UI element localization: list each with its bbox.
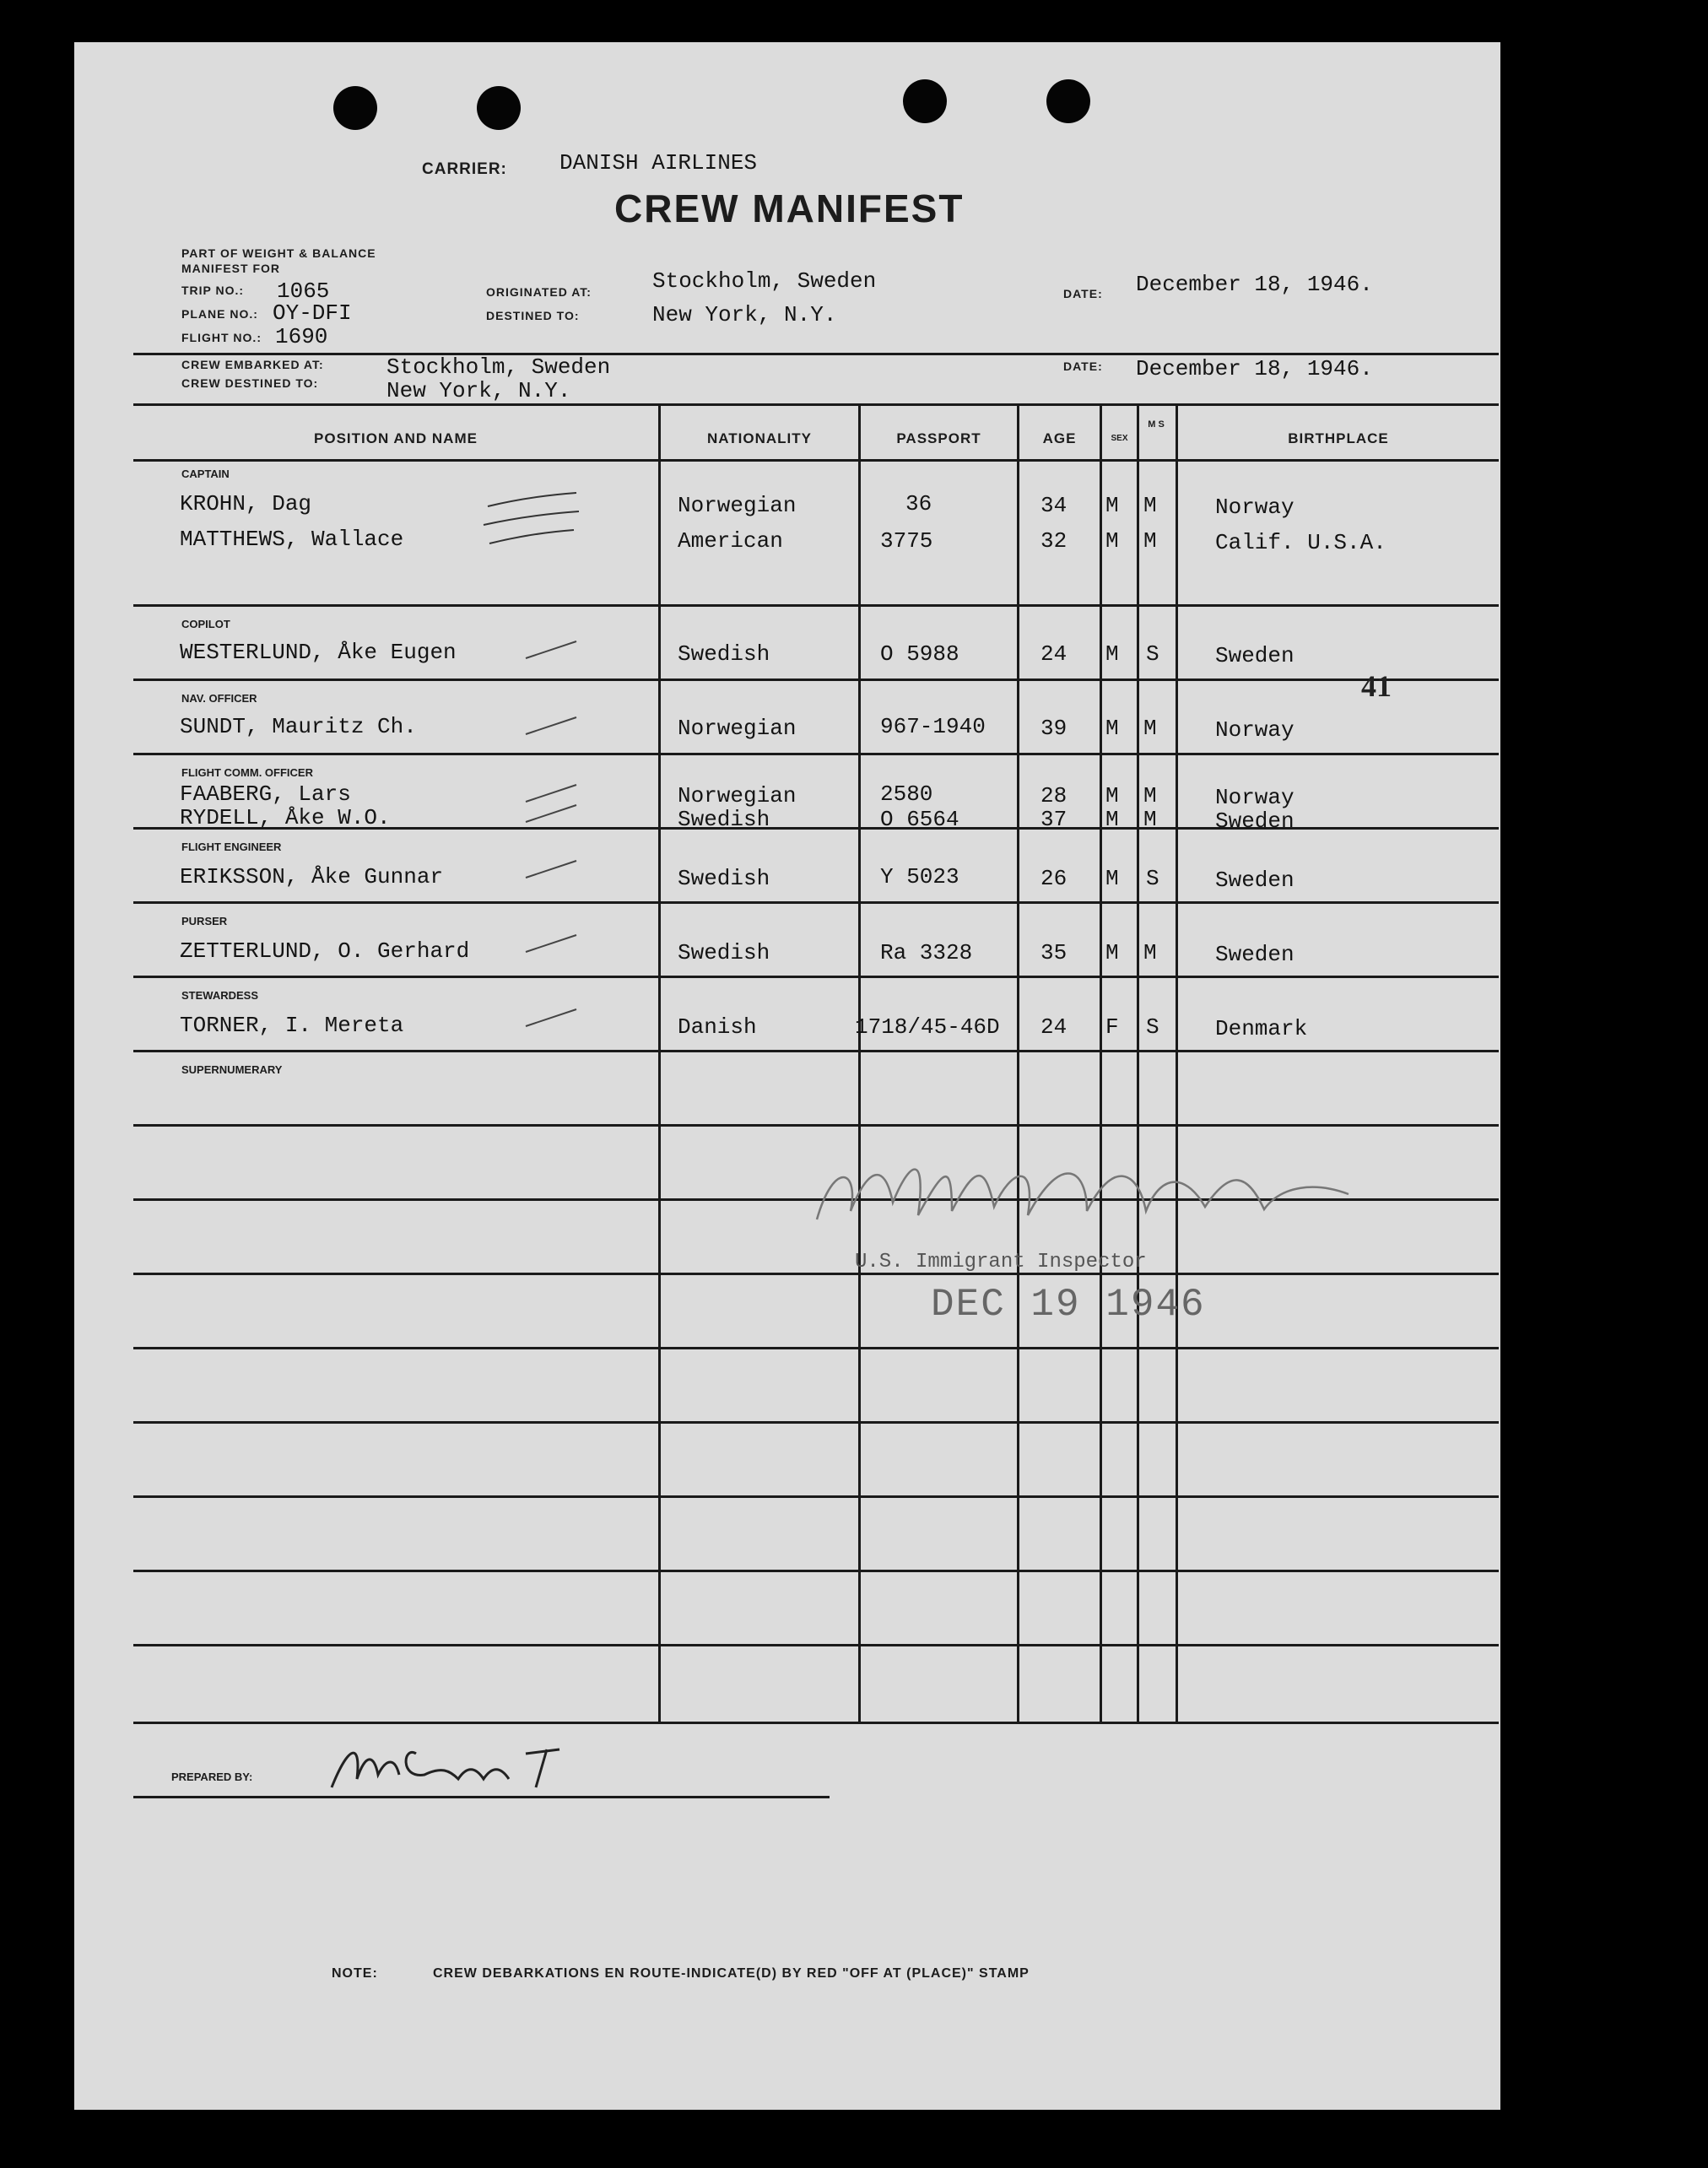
manifest-for-label: MANIFEST FOR: [181, 262, 280, 275]
rule: [133, 1722, 1499, 1724]
header-birthplace: BIRTHPLACE: [1288, 430, 1389, 446]
section-captain: CAPTAIN: [181, 468, 230, 480]
crew-passport: O 5988: [880, 641, 959, 667]
crew-nationality: Danish: [678, 1014, 757, 1040]
rule: [133, 976, 1499, 978]
crew-marital: M: [1143, 807, 1157, 832]
crew-name: SUNDT, Mauritz Ch.: [180, 714, 417, 739]
rule: [133, 1495, 1499, 1498]
section-purser: PURSER: [181, 915, 228, 927]
rule: [133, 1421, 1499, 1424]
crew-age: 24: [1040, 1014, 1068, 1040]
crew-passport: 2580: [880, 781, 933, 807]
crew-age: 37: [1040, 807, 1068, 832]
crew-passport: 967-1940: [880, 714, 986, 739]
crew-name: FAABERG, Lars: [180, 781, 351, 807]
crew-passport: 3775: [880, 528, 933, 554]
trip-value: 1065: [277, 278, 330, 304]
crew-birthplace: Sweden: [1215, 808, 1295, 834]
crew-destined-value: New York, N.Y.: [386, 378, 571, 403]
crew-nationality: American: [678, 528, 783, 554]
rule: [133, 1124, 1499, 1127]
crew-birthplace: Sweden: [1215, 643, 1295, 668]
carrier-label: CARRIER:: [422, 160, 507, 178]
rule: [133, 901, 1499, 904]
crew-marital: S: [1146, 1014, 1159, 1040]
destined-value: New York, N.Y.: [652, 302, 837, 327]
destined-label: DESTINED TO:: [486, 309, 580, 322]
preparer-signature: [315, 1728, 568, 1796]
section-comm-officer: FLIGHT COMM. OFFICER: [181, 766, 313, 779]
crew-age: 39: [1040, 716, 1068, 741]
crew-marital: M: [1143, 716, 1157, 741]
rule: [133, 403, 1499, 406]
header-age: AGE: [1042, 430, 1077, 446]
crew-name: KROHN, Dag: [180, 491, 312, 516]
crew-marital: M: [1143, 493, 1157, 518]
crew-passport: Ra 3328: [880, 940, 973, 965]
originated-value: Stockholm, Sweden: [652, 268, 877, 294]
col-divider: [1100, 405, 1102, 1722]
punch-hole: [1046, 79, 1090, 123]
crew-sex: M: [1105, 641, 1119, 667]
crew-sex: F: [1105, 1014, 1119, 1040]
rule: [133, 1050, 1499, 1052]
crew-birthplace: Norway: [1215, 785, 1295, 810]
originated-label: ORIGINATED AT:: [486, 285, 592, 299]
crew-passport: 36: [905, 491, 932, 516]
stamp-title: U.S. Immigrant Inspector: [855, 1251, 1147, 1273]
rule: [133, 679, 1499, 681]
rule: [133, 353, 1499, 355]
crew-age: 28: [1040, 783, 1068, 808]
crew-marital: M: [1143, 528, 1157, 554]
crew-passport: Y 5023: [880, 864, 959, 889]
crew-age: 26: [1040, 866, 1068, 891]
punch-hole: [477, 86, 521, 130]
crew-name: WESTERLUND, Åke Eugen: [180, 640, 457, 665]
rule: [133, 1347, 1499, 1349]
section-stewardess: STEWARDESS: [181, 989, 259, 1002]
header-sex: SEX: [1111, 434, 1128, 443]
carrier-value: DANISH AIRLINES: [559, 150, 758, 176]
crew-marital: M: [1143, 940, 1157, 965]
crew-name: RYDELL, Åke W.O.: [180, 805, 391, 830]
page-title: CREW MANIFEST: [614, 187, 965, 230]
crew-nationality: Norwegian: [678, 783, 797, 808]
crew-marital: M: [1143, 783, 1157, 808]
crew-birthplace: Norway: [1215, 717, 1295, 743]
punch-hole: [333, 86, 377, 130]
crew-destined-label: CREW DESTINED TO:: [181, 376, 319, 390]
pen-tick-marks: [522, 633, 589, 1072]
margin-number: 41: [1361, 669, 1392, 703]
crew-nationality: Norwegian: [678, 493, 797, 518]
plane-label: PLANE NO.:: [181, 307, 258, 321]
crew-name: MATTHEWS, Wallace: [180, 527, 404, 552]
rule: [133, 459, 1499, 462]
crew-name: ZETTERLUND, O. Gerhard: [180, 938, 470, 964]
crew-name: TORNER, I. Mereta: [180, 1013, 404, 1038]
crew-date-value: December 18, 1946.: [1136, 356, 1373, 381]
note-label: NOTE:: [332, 1966, 378, 1981]
section-copilot: COPILOT: [181, 618, 230, 630]
crew-nationality: Swedish: [678, 807, 770, 832]
section-engineer: FLIGHT ENGINEER: [181, 841, 282, 853]
crew-age: 32: [1040, 528, 1068, 554]
crew-sex: M: [1105, 493, 1119, 518]
crew-birthplace: Denmark: [1215, 1016, 1308, 1041]
header-passport: PASSPORT: [896, 430, 981, 446]
crew-date-label: DATE:: [1063, 360, 1103, 373]
crew-embarked-value: Stockholm, Sweden: [386, 354, 611, 380]
crew-sex: M: [1105, 783, 1119, 808]
prepared-label: PREPARED BY:: [171, 1771, 253, 1783]
crew-embarked-label: CREW EMBARKED AT:: [181, 358, 324, 371]
rule: [133, 1644, 1499, 1646]
plane-value: OY-DFI: [273, 300, 352, 326]
flight-value: 1690: [275, 324, 328, 349]
crew-birthplace: Sweden: [1215, 942, 1295, 967]
crew-marital: S: [1146, 866, 1159, 891]
crew-marital: S: [1146, 641, 1159, 667]
inspector-signature: [808, 1135, 1416, 1253]
crew-sex: M: [1105, 807, 1119, 832]
rule: [133, 1273, 1499, 1275]
crew-birthplace: Calif. U.S.A.: [1215, 530, 1386, 555]
crew-birthplace: Sweden: [1215, 868, 1295, 893]
col-divider: [1176, 405, 1178, 1722]
crew-passport: 1718/45-46D: [855, 1014, 1000, 1040]
rule: [133, 604, 1499, 607]
crew-passport: O 6564: [880, 807, 959, 832]
crew-sex: M: [1105, 716, 1119, 741]
punch-hole: [903, 79, 947, 123]
section-supernumerary: SUPERNUMERARY: [181, 1063, 283, 1076]
crew-sex: M: [1105, 940, 1119, 965]
stamp-date: DEC 19 1946: [931, 1283, 1206, 1327]
crew-age: 24: [1040, 641, 1068, 667]
rule: [133, 753, 1499, 755]
crew-nationality: Swedish: [678, 641, 770, 667]
crew-nationality: Swedish: [678, 866, 770, 891]
header-ms: M S: [1148, 419, 1165, 430]
crew-sex: M: [1105, 528, 1119, 554]
section-nav-officer: NAV. OFFICER: [181, 692, 257, 705]
note-text: CREW DEBARKATIONS EN ROUTE-INDICATE(D) BY RED "OFF AT (PLACE)" STAMP: [433, 1966, 1030, 1981]
col-divider: [658, 405, 661, 1722]
pen-tick-marks: [479, 481, 581, 549]
crew-nationality: Norwegian: [678, 716, 797, 741]
header-position: POSITION AND NAME: [314, 430, 478, 446]
trip-label: TRIP NO.:: [181, 284, 245, 297]
crew-age: 35: [1040, 940, 1068, 965]
flight-label: FLIGHT NO.:: [181, 331, 262, 344]
col-divider: [1017, 405, 1019, 1722]
rule: [133, 1570, 1499, 1572]
crew-age: 34: [1040, 493, 1068, 518]
crew-nationality: Swedish: [678, 940, 770, 965]
crew-birthplace: Norway: [1215, 495, 1295, 520]
col-divider: [1137, 405, 1139, 1722]
col-divider: [858, 405, 861, 1722]
date-value: December 18, 1946.: [1136, 272, 1373, 297]
crew-sex: M: [1105, 866, 1119, 891]
signature-line: [133, 1796, 830, 1798]
date-label: DATE:: [1063, 287, 1103, 300]
crew-name: ERIKSSON, Åke Gunnar: [180, 864, 444, 889]
manifest-page: [74, 42, 1500, 2110]
header-nationality: NATIONALITY: [706, 430, 812, 446]
part-of-label: PART OF WEIGHT & BALANCE: [181, 246, 376, 260]
